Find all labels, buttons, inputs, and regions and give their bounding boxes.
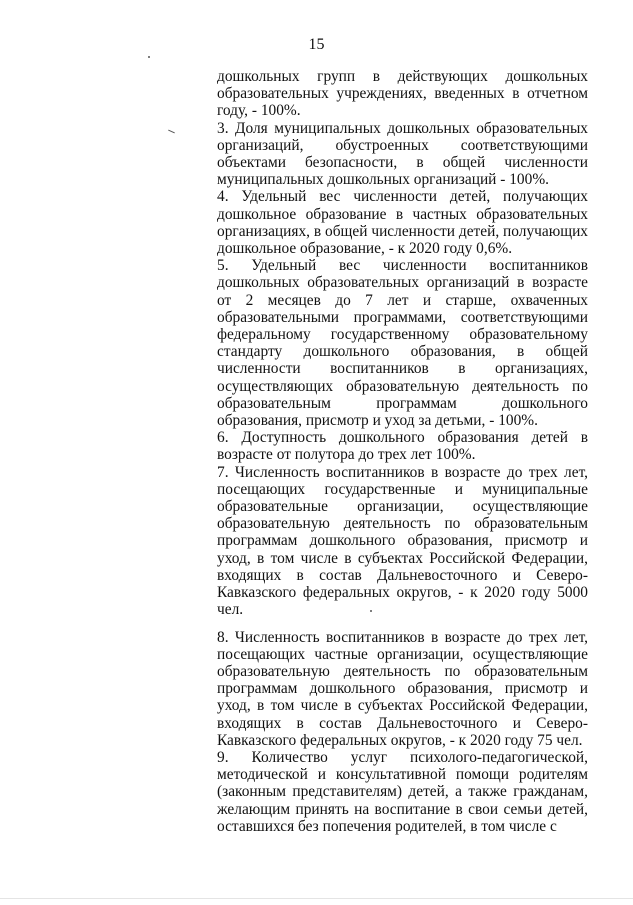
- paragraph-item-4: 4. Удельный вес численности детей, получающих дошкольное образование в частных образовательных организациях, в общей численности детей, получающих дошкольное образование, - к 2020 году 0,6%.: [217, 188, 588, 258]
- paragraph-continuation: дошкольных групп в действующих дошкольных образовательных учреждениях, введенных в отчетном году, - 100%.: [217, 68, 588, 120]
- paragraph-item-3: 3. Доля муниципальных дошкольных образовательных организаций, обустроенных соответствующими объектами безопасности, в общей численности муниципальных дошкольных организаций - 100%.: [217, 119, 588, 189]
- document-body: [217, 68, 588, 835]
- paragraph-item-8: 8. Численность воспитанников в возрасте до трех лет, посещающих частные организации, осуществляющие образовательную деятельность по образовательным программам дошкольного образования, присмотр и уход, в том числе в субъектах Российской Федерации, входящих в состав Дальневосточного и Северо-Кавказского федеральных округов, - к 2020 году 75 чел.: [217, 628, 588, 749]
- paragraph-item-5: 5. Удельный вес численности воспитанников дошкольных образовательных организаций в возрасте от 2 месяцев до 7 лет и старше, охваченных образовательными программами, соответствующими федеральному государственному образовательному стандарту дошкольного образования, в общей численности воспитанников в организациях, осуществляющих образовательную деятельность по образовательным программам дошкольного образования, присмотр и уход за детьми, - 100%.: [217, 257, 588, 430]
- paragraph-item-7: 7. Численность воспитанников в возрасте до трех лет, посещающих государственные и муниципальные образовательные организации, осуществляющие образовательную деятельность по образовательным программам дошкольного образования, присмотр и уход, в том числе в субъектах Российской Федерации, входящих в состав Дальневосточного и Северо-Кавказского федеральных округов, - к 2020 году 5000 чел.: [217, 463, 588, 619]
- paragraph-item-6: 6. Доступность дошкольного образования детей в возрасте от полутора до трех лет 100%.: [217, 429, 588, 464]
- page-number: 15: [308, 36, 325, 53]
- scan-dot: [148, 56, 150, 58]
- scan-mark: [168, 130, 175, 134]
- paragraph-item-9: 9. Количество услуг психолого-педагогической, методической и консультативной помощи родителям (законным представителям) детей, а также гражданам, желающим принять на воспитание в свои семьи детей, оставшихся без попечения родителей, в том числе с: [217, 748, 588, 835]
- scan-edge: [0, 898, 633, 899]
